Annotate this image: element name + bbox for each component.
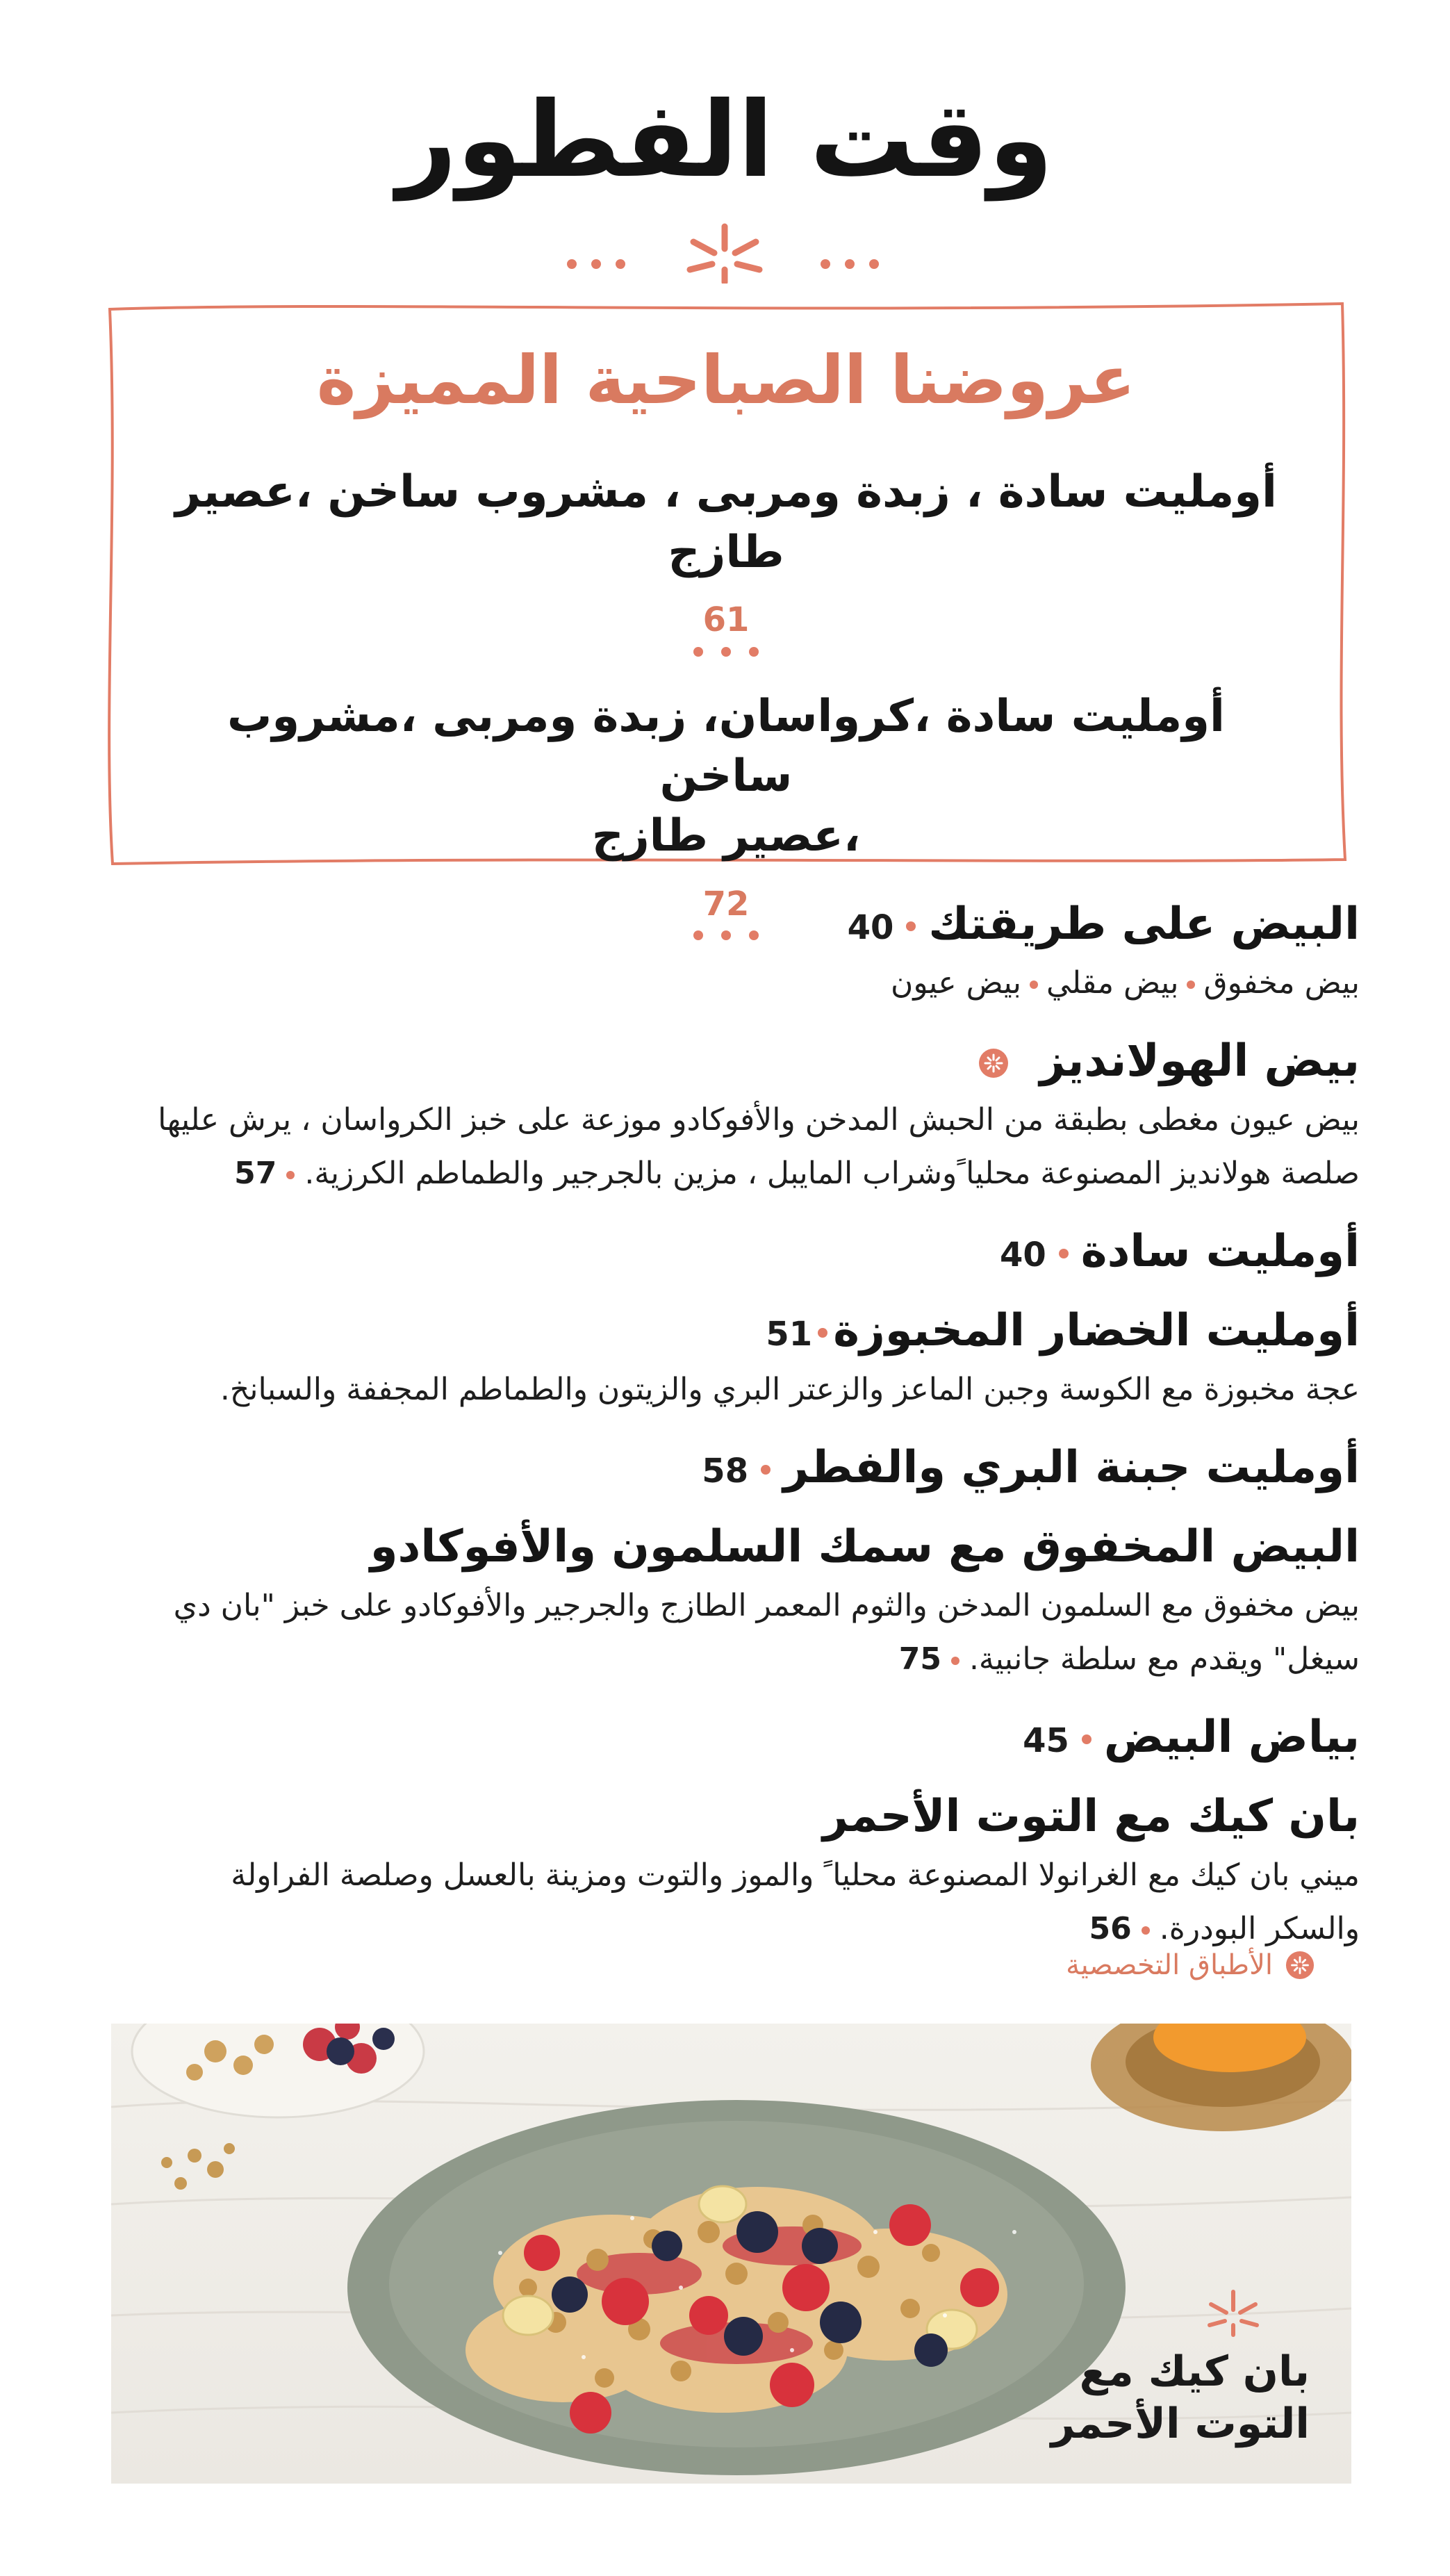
offer-text: أومليت سادة ، زبدة ومربى ، مشروب ساخن ،عصير طازج	[175, 466, 1277, 578]
dot-separator-icon	[286, 1171, 295, 1179]
dot-separator-icon	[761, 1465, 771, 1475]
title-ornament-icon	[551, 221, 898, 284]
item-title: أومليت جبنة البري والفطر	[783, 1442, 1360, 1493]
item-price: 40	[999, 1236, 1046, 1274]
menu-item-eggs-your-way	[88, 896, 1360, 1010]
dot-separator-icon	[818, 1328, 827, 1338]
specialty-badge-icon	[1285, 1951, 1315, 1980]
menu-item-baked-veg-omelette	[88, 1303, 1360, 1416]
menu-item-cheese-mushroom-omelette	[88, 1440, 1360, 1495]
dot-separator-icon	[1142, 1926, 1150, 1935]
specialty-badge-icon	[978, 1048, 1009, 1078]
caption-spark-icon	[1205, 2289, 1261, 2338]
item-price: 45	[1023, 1721, 1069, 1760]
menu-list	[88, 896, 1360, 1955]
dot-separator-icon	[1082, 1734, 1091, 1744]
offer-item	[167, 462, 1285, 658]
item-price: 58	[702, 1452, 749, 1491]
menu-item-egg-whites	[88, 1709, 1360, 1765]
dots-divider-icon	[688, 645, 764, 659]
specialty-legend	[1066, 1949, 1315, 1981]
item-description: ميني بان كيك مع الغرانولا المصنوعة محليا ً والموز والتوت ومزينة بالعسل وصلصة الفراولة والسكر البودرة.56	[231, 1857, 1360, 1946]
menu-item-plain-omelette	[88, 1224, 1360, 1279]
item-title: أومليت الخضار المخبوزة	[833, 1305, 1360, 1356]
item-description: بيض عيون مغطى بطبقة من الحبش المدخن والأفوكادو موزعة على خبز الكرواسان ، يرش عليها صلصة هولانديز المصنوعة محليا ًوشراب المايبل ، مزين بالجرجير والطماطم الكرزية.57	[158, 1102, 1360, 1191]
dot-separator-icon	[1030, 981, 1038, 989]
item-description: عجة مخبوزة مع الكوسة وجبن الماعز والزعتر البري والزيتون والطماطم المجففة والسبانخ.	[220, 1372, 1360, 1407]
menu-item-berry-pancake	[88, 1789, 1360, 1955]
dot-separator-icon	[906, 921, 916, 931]
dot-separator-icon	[1059, 1249, 1069, 1258]
offers-title: عروضنا الصباحية المميزة	[316, 341, 1136, 419]
item-title: بيض الهولانديز	[1039, 1035, 1360, 1087]
pancake-photo	[111, 2024, 1351, 2484]
dot-separator-icon	[1187, 981, 1195, 989]
morning-offers	[167, 327, 1285, 970]
dot-separator-icon	[951, 1657, 959, 1665]
photo-caption: بان كيك مع التوت الأحمر	[1051, 2347, 1310, 2448]
item-price: 40	[847, 908, 894, 947]
menu-item-eggs-hollandaise	[88, 1033, 1360, 1200]
item-title: بان كيك مع التوت الأحمر	[822, 1791, 1360, 1842]
item-price: 75	[898, 1641, 941, 1677]
item-title: أومليت سادة	[1080, 1226, 1360, 1277]
page-title: وقت الفطور	[397, 80, 1053, 201]
item-price: 56	[1089, 1911, 1132, 1946]
item-title: البيض على طريقتك	[928, 899, 1360, 950]
item-options: بيض مخفوقبيض مقليبيض عيون	[891, 965, 1360, 1001]
offer-price: 72	[702, 884, 750, 924]
item-title: بياض البيض	[1103, 1712, 1360, 1763]
legend-label: الأطباق التخصصية	[1066, 1949, 1273, 1981]
menu-item-salmon-avocado-eggs	[88, 1519, 1360, 1686]
item-title: البيض المخفوق مع سمك السلمون والأفوكادو	[370, 1521, 1360, 1573]
item-price: 51	[766, 1315, 813, 1354]
offer-price: 61	[702, 600, 750, 639]
item-description: بيض مخفوق مع السلمون المدخن والثوم المعمر الطازج والجرجير والأفوكادو على خبز "بان دي سيغل" ويقدم مع سلطة جانبية.75	[173, 1588, 1360, 1677]
item-price: 57	[234, 1156, 277, 1191]
offer-text: أومليت سادة ،كرواسان، زبدة ومربى ،مشروب ساخن ،عصير طازج	[227, 690, 1225, 862]
